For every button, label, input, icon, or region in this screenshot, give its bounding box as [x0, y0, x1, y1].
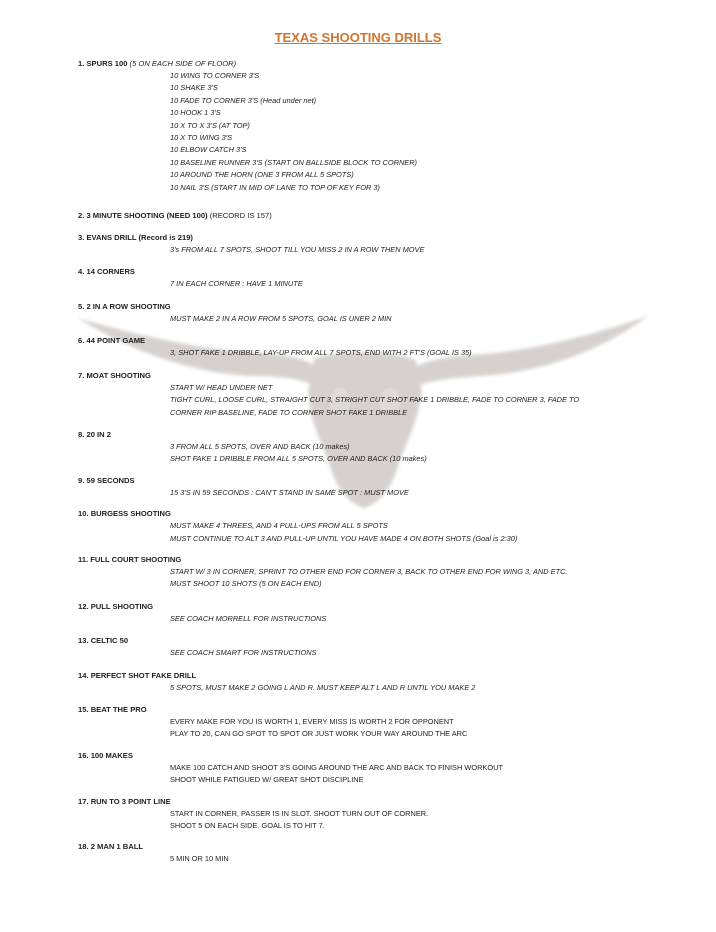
drill-instruction-line: 5 MIN OR 10 MIN	[170, 854, 229, 864]
drill-heading	[78, 58, 698, 70]
drill-name: PULL SHOOTING	[90, 601, 153, 611]
drill-instruction-line: CORNER RIP BASELINE, FADE TO CORNER SHOT FAKE 1 DRIBBLE	[170, 407, 408, 417]
drill-number: 14.	[78, 670, 89, 680]
drill-instruction-line: MUST SHOOT 10 SHOTS (5 ON EACH END)	[170, 579, 322, 589]
drill-heading	[78, 232, 698, 244]
drill-heading	[78, 670, 698, 682]
drill-number: 1.	[78, 59, 85, 68]
drill-instructions	[78, 244, 698, 256]
drill-item	[78, 210, 698, 222]
drill-item	[78, 508, 698, 545]
drill-heading	[78, 210, 698, 222]
drill-instructions	[78, 647, 698, 659]
drill-instruction-line: PLAY TO 20, CAN GO SPOT TO SPOT OR JUST WORK YOUR WAY AROUND THE ARC	[170, 729, 468, 739]
drill-note: (5 ON EACH SIDE OF FLOOR)	[129, 59, 237, 68]
drill-instruction-line: SHOOT WHILE FATIGUED W/ GREAT SHOT DISCIPLINE	[170, 775, 364, 785]
drill-instruction-line: SEE COACH SMART FOR INSTRUCTIONS	[170, 648, 317, 658]
drill-number: 12.	[78, 601, 89, 611]
drill-instruction-line: 15 3'S IN 59 SECONDS : CAN'T STAND IN SAME SPOT : MUST MOVE	[170, 487, 409, 497]
drill-heading	[78, 841, 698, 853]
drill-heading	[78, 266, 698, 278]
drill-note: (RECORD IS 157)	[209, 211, 272, 221]
drill-item	[78, 429, 698, 466]
drill-item	[78, 370, 698, 419]
drill-instruction-line: START IN CORNER, PASSER IS IN SLOT. SHOOT TURN OUT OF CORNER.	[170, 808, 429, 818]
drill-number: 7.	[78, 370, 85, 380]
drill-instruction-line: 10 X TO X 3'S (AT TOP)	[170, 120, 250, 130]
drill-item	[78, 750, 698, 787]
drill-number: 3.	[78, 233, 85, 243]
drill-number: 15.	[78, 704, 89, 714]
drill-number: 6.	[78, 336, 85, 346]
drill-instruction-line: 10 FADE TO CORNER 3'S (Head under net)	[170, 95, 317, 105]
drill-name: CELTIC 50	[90, 636, 129, 646]
drill-instruction-line: 3's FROM ALL 7 SPOTS, SHOOT TILL YOU MISS 2 IN A ROW THEN MOVE	[170, 245, 425, 255]
drill-number: 17.	[78, 796, 89, 806]
drill-instruction-line: START W/ 3 IN CORNER, SPRINT TO OTHER END FOR CORNER 3, BACK TO OTHER END FOR WING 3, AND ETC.	[170, 566, 568, 576]
drill-instruction-line: MUST MAKE 4 THREES, AND 4 PULL-UPS FROM ALL 5 SPOTS	[170, 521, 388, 531]
drill-heading	[78, 508, 698, 520]
drill-number: 16.	[78, 750, 89, 760]
drill-number: 5.	[78, 301, 85, 311]
drill-instruction-line: SHOT FAKE 1 DRIBBLE FROM ALL 5 SPOTS, OVER AND BACK (10 makes)	[170, 454, 427, 464]
drill-number: 2.	[78, 211, 85, 221]
drill-item	[78, 58, 698, 194]
drill-instructions	[78, 347, 698, 359]
drill-name: PERFECT SHOT FAKE DRILL	[90, 670, 197, 680]
drill-number: 8.	[78, 429, 85, 439]
drill-instructions	[78, 566, 698, 591]
drill-name: 44 POINT GAME	[86, 336, 146, 346]
drill-number: 11.	[78, 554, 89, 564]
drill-item	[78, 554, 698, 591]
drill-item	[78, 635, 698, 659]
drill-heading	[78, 429, 698, 441]
drill-instruction-line: SEE COACH MORRELL FOR INSTRUCTIONS	[170, 613, 327, 623]
drill-number: 18.	[78, 842, 89, 852]
drill-name: EVANS DRILL (Record is 219)	[86, 233, 193, 243]
drill-item	[78, 841, 698, 865]
drill-instruction-line: 5 SPOTS, MUST MAKE 2 GOING L AND R. MUST KEEP ALT L AND R UNTIL YOU MAKE 2	[170, 682, 476, 692]
drill-heading	[78, 601, 698, 613]
drill-instruction-line: MUST CONTINUE TO ALT 3 AND PULL-UP UNTIL YOU HAVE MADE 4 ON BOTH SHOTS (Goal is 2:30)	[170, 533, 518, 543]
drill-instruction-line: MUST MAKE 2 IN A ROW FROM 5 SPOTS, GOAL IS UNER 2 MIN	[170, 313, 392, 323]
drill-name: 2 IN A ROW SHOOTING	[86, 301, 171, 311]
drill-name: FULL COURT SHOOTING	[90, 554, 182, 564]
drill-instructions	[78, 762, 698, 787]
drill-heading	[78, 335, 698, 347]
drill-item	[78, 266, 698, 290]
drill-name: 100 MAKES	[90, 750, 133, 760]
drill-number: 4.	[78, 267, 85, 277]
drill-item	[78, 232, 698, 256]
drill-name: 20 IN 2	[86, 429, 111, 439]
drill-name: 59 SECONDS	[86, 475, 135, 485]
drill-instruction-line: 3, SHOT FAKE 1 DRIBBLE, LAY-UP FROM ALL 7 SPOTS, END WITH 2 FT'S (GOAL IS 35)	[170, 348, 472, 358]
drill-name: 14 CORNERS	[86, 267, 135, 277]
drill-instruction-line: 3 FROM ALL 5 SPOTS, OVER AND BACK (10 makes)	[170, 441, 350, 451]
drill-instruction-line: 10 SHAKE 3'S	[170, 83, 218, 93]
drill-instructions	[78, 613, 698, 625]
drill-name: BEAT THE PRO	[90, 704, 147, 714]
drill-instruction-line: EVERY MAKE FOR YOU IS WORTH 1, EVERY MISS IS WORTH 2 FOR OPPONENT	[170, 716, 454, 726]
drill-instruction-line: 10 HOOK 1 3'S	[170, 108, 221, 118]
drill-instructions	[78, 382, 698, 419]
drill-item	[78, 475, 698, 499]
drill-instruction-line: 10 AROUND THE HORN (ONE 3 FROM ALL 5 SPOTS)	[170, 170, 354, 180]
drill-number: 13.	[78, 636, 89, 646]
drill-heading	[78, 301, 698, 313]
drill-heading	[78, 554, 698, 566]
drill-instructions	[78, 682, 698, 694]
drill-heading	[78, 704, 698, 716]
drill-list	[78, 58, 698, 866]
drill-instructions	[78, 520, 698, 545]
drill-instructions	[78, 487, 698, 499]
drill-heading	[78, 635, 698, 647]
drill-instruction-line: 7 IN EACH CORNER : HAVE 1 MINUTE	[170, 279, 303, 289]
drill-name: BURGESS SHOOTING	[90, 509, 171, 519]
drill-instructions	[78, 313, 698, 325]
drill-name: 3 MINUTE SHOOTING (NEED 100)	[86, 211, 208, 221]
drill-instructions	[78, 808, 698, 833]
drill-heading	[78, 796, 698, 808]
drill-instruction-line: MAKE 100 CATCH AND SHOOT 3'S GOING AROUND THE ARC AND BACK TO FINISH WORKOUT	[170, 762, 503, 772]
drill-heading	[78, 370, 698, 382]
drill-instruction-line: TIGHT CURL, LOOSE CURL, STRAIGHT CUT 3, STRIGHT CUT SHOT FAKE 1 DRIBBLE, FADE TO CORNER 3, FADE TO	[170, 395, 580, 405]
drill-instruction-line: 10 NAIL 3'S (START IN MID OF LANE TO TOP OF KEY FOR 3)	[170, 182, 380, 192]
document-title: TEXAS SHOOTING DRILLS	[274, 30, 442, 45]
drill-instruction-line: START W/ HEAD UNDER NET	[170, 382, 273, 392]
drill-name: RUN TO 3 POINT LINE	[90, 796, 171, 806]
drill-instruction-line: SHOOT 5 ON EACH SIDE. GOAL IS TO HIT 7.	[170, 821, 325, 830]
drill-item	[78, 796, 698, 833]
drill-instructions	[78, 441, 698, 466]
drill-instruction-line: 10 WING TO CORNER 3'S	[170, 71, 260, 80]
drill-item	[78, 670, 698, 694]
drill-name: 2 MAN 1 BALL	[90, 842, 144, 852]
drill-name: MOAT SHOOTING	[86, 370, 151, 380]
drill-item	[78, 301, 698, 325]
drill-heading	[78, 750, 698, 762]
drill-item	[78, 601, 698, 625]
drill-instruction-line: 10 BASELINE RUNNER 3'S (START ON BALLSIDE BLOCK TO CORNER)	[170, 157, 418, 167]
drill-instructions	[78, 716, 698, 741]
drill-instruction-line: 10 X TO WING 3'S	[170, 133, 233, 143]
drill-number: 9.	[78, 475, 85, 485]
drill-instructions	[78, 70, 698, 194]
drill-instructions	[78, 278, 698, 290]
drill-number: 10.	[78, 509, 89, 519]
drill-name: SPURS 100	[86, 59, 128, 68]
drill-instructions	[78, 853, 698, 865]
drill-heading	[78, 475, 698, 487]
drill-item	[78, 704, 698, 741]
drill-item	[78, 335, 698, 359]
drill-instruction-line: 10 ELBOW CATCH 3'S	[170, 145, 247, 155]
